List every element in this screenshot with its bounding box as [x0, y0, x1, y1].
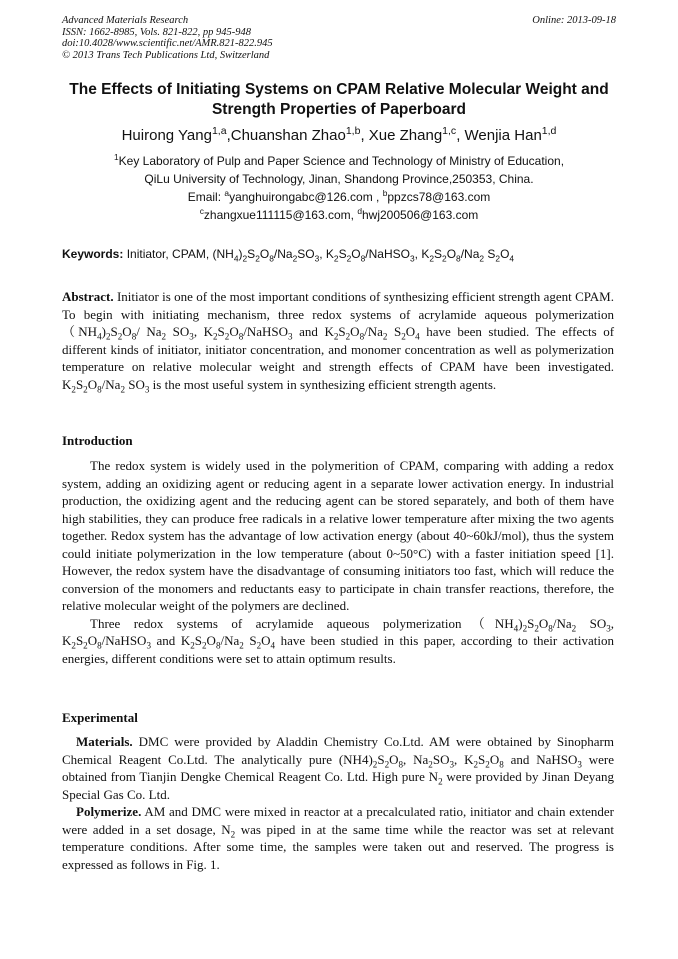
author-name: , Wenjia Han — [456, 127, 542, 144]
subscript: 4 — [270, 640, 276, 651]
keyword-text: SO — [297, 247, 315, 261]
keywords-label: Keywords: — [62, 247, 124, 261]
affiliation-line: QiLu University of Technology, Jinan, Shandong Province,250353, China. — [144, 172, 534, 186]
keyword-text: O — [500, 247, 510, 261]
author-name: Huirong Yang — [121, 127, 212, 144]
keyword-text: S — [247, 247, 256, 261]
subscript: 2 — [242, 253, 248, 264]
abstract-text: have been studied. The effects of different kinds of initiator, initiator concentration, and monomer concentration as well as polymerization temperature on relative molecular weight and strength effects of CPAM have been investigated. K — [62, 324, 615, 392]
subscript: 2 — [83, 384, 88, 395]
subscript: 2 — [120, 384, 125, 395]
keyword-text: S — [338, 247, 347, 261]
abstract-text: is the most useful system in synthesizing efficient strength agents. — [149, 376, 497, 392]
subscript: 8 — [238, 331, 244, 342]
subsection-label: Materials. — [76, 734, 133, 749]
keyword-text: O — [446, 247, 457, 261]
subscript: 8 — [269, 253, 274, 264]
keyword-text: /Na — [273, 247, 293, 261]
body-text: SO — [576, 615, 607, 631]
body-text: , K — [62, 615, 615, 648]
affil-mark: 1 — [113, 152, 119, 162]
keyword-text: S — [484, 247, 496, 261]
subscript: 2 — [473, 759, 479, 770]
subscript: 2 — [105, 331, 111, 342]
abstract-text: Initiator is one of the most important conditions of synthesizing efficient strength agent CPAM. To begin with initiating mechanism, three redox systems of acrylamide aqueous polymerization（NH — [62, 289, 614, 339]
subscript: 2 — [117, 331, 123, 342]
subscript: 3 — [144, 384, 150, 395]
body-text: have been studied in this paper, according to their activation energies, different conditions were set to attain optimum results. — [62, 633, 614, 666]
subscript: 2 — [213, 331, 218, 342]
subscript: 2 — [428, 759, 433, 770]
abstract-text: /Na — [101, 376, 121, 392]
body-text: ) — [518, 615, 523, 631]
subscript: 8 — [548, 623, 553, 634]
keyword-text: O — [351, 247, 361, 261]
body-text: S — [75, 633, 84, 648]
abstract-text: O — [122, 324, 132, 339]
subscript: 4 — [97, 331, 102, 342]
body-text: S — [194, 633, 202, 648]
email-address: yanghuirongabc@126.com , — [229, 190, 383, 204]
body-text: O — [261, 633, 271, 648]
doi-line: doi:10.4028/www.scientific.net/AMR.821-822.945 — [62, 38, 273, 49]
subscript: 2 — [256, 640, 262, 651]
body-text: S — [377, 751, 385, 767]
subscript: 8 — [359, 331, 365, 342]
subscript: 3 — [577, 759, 582, 770]
abstract-text: , K — [193, 324, 213, 339]
email-line — [62, 206, 616, 224]
body-text: were provided by Jinan Deyang Special Gas Co. Ltd. — [62, 769, 615, 802]
subscript: 8 — [456, 253, 461, 264]
subscript: 3 — [409, 253, 415, 264]
body-text: O — [538, 615, 549, 631]
subscript: 2 — [534, 623, 539, 634]
subscript: 2 — [255, 253, 260, 264]
keyword-text: ) — [238, 247, 243, 261]
issn-line: ISSN: 1662-8985, Vols. 821-822, pp 945-948 — [62, 26, 251, 38]
email-label: Email: — [187, 190, 222, 204]
affiliation-text: Key Laboratory of Pulp and Paper Science and Technology of Ministry of Education, — [118, 154, 565, 168]
subscript: 2 — [438, 776, 443, 787]
subscript: 2 — [224, 331, 230, 342]
online-date: Online: 2013-09-18 — [532, 15, 616, 26]
subscript: 8 — [499, 759, 504, 770]
section-heading-introduction: Introduction — [62, 433, 133, 448]
keyword-text: S — [434, 247, 443, 261]
email-line — [62, 188, 616, 206]
affiliation-block — [62, 152, 616, 224]
subscript: 2 — [382, 331, 388, 342]
author-name: , Xue Zhang — [360, 127, 443, 144]
subscript: 2 — [333, 331, 339, 342]
body-text: AM and DMC were mixed in reactor at a precalculated ratio, initiator and chain extender were added in a set dosage, N — [62, 804, 614, 837]
subscript: 2 — [479, 253, 485, 264]
abstract-text: O — [229, 324, 239, 339]
body-text: , Na — [403, 751, 429, 767]
subscript: 2 — [230, 829, 236, 840]
subscript: 2 — [292, 253, 298, 264]
section-heading-experimental: Experimental — [62, 710, 138, 725]
abstract-text: /NaHSO — [243, 324, 289, 339]
abstract-text: ) — [101, 324, 106, 339]
subscript: 2 — [495, 253, 501, 264]
abstract-text: O — [405, 324, 416, 339]
author-affil-mark: 1,c — [442, 125, 457, 137]
subscript: 8 — [97, 640, 102, 651]
body-text: O — [389, 751, 399, 767]
subscript: 4 — [509, 253, 515, 264]
body-paragraph — [62, 733, 614, 803]
email-mark: d — [357, 206, 362, 216]
body-text: S — [527, 615, 535, 631]
body-text: was piped in at the same time while the reactor was set at relevant temperature conditions. After some time, the samples were taken out and reserved. The progress is expressed as follows in Fig. 1. — [62, 821, 614, 872]
subscript: 2 — [429, 253, 434, 264]
body-text: were obtained from Tianjin Dengke Chemical Reagent Co. Ltd. High pure N — [62, 751, 615, 784]
subscript: 3 — [146, 640, 151, 651]
email-address: zhangxue111115@163.com, — [203, 208, 358, 222]
subscript: 2 — [71, 384, 76, 395]
subscript: 4 — [513, 623, 519, 634]
subscript: 2 — [333, 253, 339, 264]
body-text: O — [206, 633, 216, 648]
abstract-text: / Na — [136, 324, 162, 339]
body-text: , K — [454, 751, 474, 767]
abstract-text: O — [87, 376, 98, 392]
email-address: ppzcs78@163.com — [387, 190, 491, 204]
abstract-text: S — [387, 324, 402, 339]
abstract-text: S — [110, 324, 118, 339]
copyright-line: © 2013 Trans Tech Publications Ltd, Switzerland — [62, 49, 270, 61]
keyword-text: , K — [319, 247, 334, 261]
subscript: 4 — [415, 331, 420, 342]
subscript: 8 — [131, 331, 137, 342]
introduction-body — [62, 457, 614, 667]
keyword-text: Initiator, CPAM, (NH — [123, 247, 234, 261]
body-text: SO — [432, 751, 450, 767]
subscript: 3 — [189, 331, 194, 342]
subscript: 3 — [314, 253, 320, 264]
subscript: 2 — [485, 759, 490, 770]
body-paragraph: The redox system is widely used in the polymerition of CPAM, comparing with adding a redox system, adding an oxidizing agent or reducing agent in a separate lower activation energy. In industrial production, the oxidizing agent and the reducing agent can be stored separately, and both of them have high stabilities, they can produce free radicals in a relative lower temperature after mixing the two agents together. Redox system has the advantage of low activation energy (about 40~60kJ/mol), thus the system could initiate polymerization in the low temperature (about 0~50°C) with a faster initiation speed [1]. However, the redox system have the disadvantage of consuming initiators too fast, which will reduce the conversion of the monomers and reductants easy to participate in chain transfer reactions, therefore, the relative molecular weight of the polymers are declined. — [62, 458, 614, 613]
body-paragraph — [62, 803, 614, 873]
author-affil-mark: 1,b — [345, 125, 361, 137]
email-mark: b — [382, 188, 388, 198]
body-paragraph — [62, 615, 614, 668]
subscript: 2 — [522, 623, 528, 634]
abstract-text: S — [75, 376, 84, 392]
affiliation-line — [62, 152, 616, 170]
email-mark: c — [199, 206, 204, 216]
subscript: 2 — [83, 640, 88, 651]
experimental-body — [62, 733, 614, 873]
subscript: 2 — [384, 759, 390, 770]
journal-header — [62, 15, 616, 61]
subscript: 2 — [346, 253, 352, 264]
email-mark: a — [224, 188, 230, 198]
subscript: 8 — [360, 253, 366, 264]
body-text: S — [478, 751, 486, 767]
abstract-text: S — [217, 324, 225, 339]
subscript: 8 — [215, 640, 221, 651]
abstract-text: S — [338, 324, 346, 339]
abstract-paragraph — [62, 288, 614, 393]
abstract-label: Abstract. — [62, 289, 114, 304]
subscript: 3 — [606, 623, 611, 634]
body-text: Three redox systems of acrylamide aqueous polymerization（NH — [90, 615, 514, 631]
subscript: 2 — [71, 640, 76, 651]
body-text: /Na — [552, 615, 572, 631]
subscript: 3 — [449, 759, 455, 770]
subscript: 2 — [442, 253, 447, 264]
subscript: 8 — [398, 759, 404, 770]
abstract-text: O — [350, 324, 360, 339]
keywords-line — [62, 246, 622, 262]
subscript: 2 — [239, 640, 244, 651]
body-text: /Na — [220, 633, 240, 648]
author-affil-mark: 1,d — [541, 125, 557, 137]
body-text: /NaHSO — [101, 633, 147, 648]
body-text: DMC were provided by Aladdin Chemistry Co.Ltd. AM were obtained by Sinopharm Chemical Reagent Co.Ltd. The analytically pure (NH4) — [62, 734, 614, 767]
subscript: 2 — [345, 331, 351, 342]
author-affil-mark: 1,a — [211, 125, 227, 137]
subscript: 4 — [233, 253, 239, 264]
email-address: hwj200506@163.com — [362, 208, 479, 222]
keyword-text: O — [259, 247, 270, 261]
keyword-text: /NaHSO — [365, 247, 410, 261]
abstract-text: /Na — [364, 324, 383, 339]
subsection-label: Polymerize. — [76, 804, 142, 819]
body-text: O — [489, 751, 500, 767]
author-name: ,Chuanshan Zhao — [226, 127, 346, 144]
body-text: and NaHSO — [503, 751, 578, 767]
paper-title: The Effects of Initiating Systems on CPAM Relative Molecular Weight and Strength Properties of Paperboard — [69, 81, 609, 118]
subscript: 2 — [190, 640, 195, 651]
abstract-text: SO — [166, 324, 190, 339]
abstract-text: SO — [124, 376, 145, 392]
keyword-text: /Na — [460, 247, 480, 261]
subscript: 8 — [97, 384, 102, 395]
abstract-text: and K — [292, 324, 334, 339]
subscript: 2 — [372, 759, 378, 770]
body-text: O — [87, 633, 98, 648]
author-list — [62, 126, 616, 146]
journal-name: Advanced Materials Research — [62, 15, 189, 26]
body-text: and K — [150, 633, 191, 648]
body-text: S — [243, 633, 257, 648]
subscript: 2 — [571, 623, 577, 634]
subscript: 3 — [288, 331, 293, 342]
keyword-text: , K — [414, 247, 430, 261]
subscript: 2 — [202, 640, 207, 651]
subscript: 2 — [161, 331, 167, 342]
subscript: 2 — [401, 331, 406, 342]
